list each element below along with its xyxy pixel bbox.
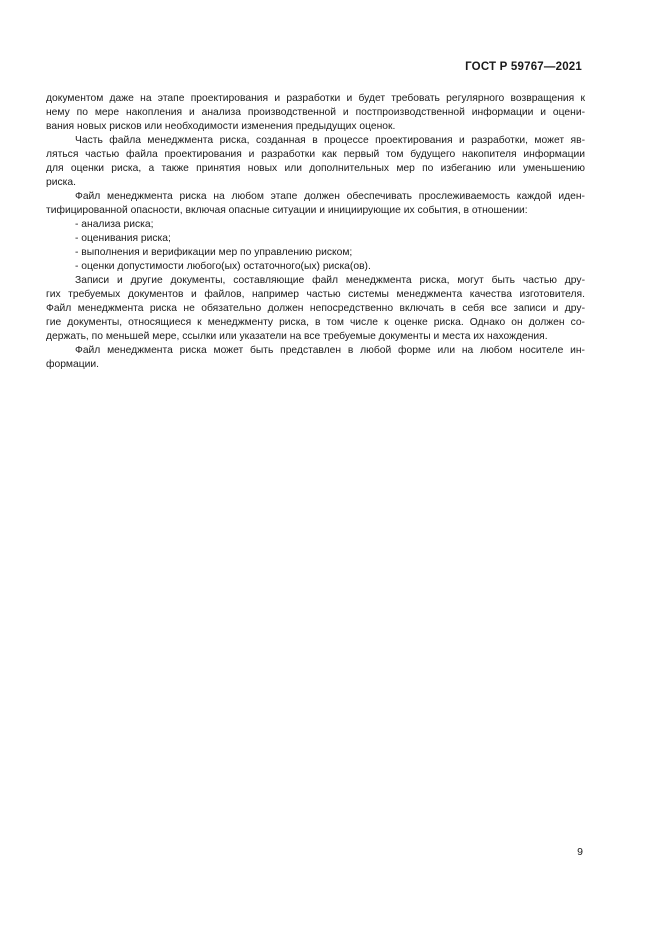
text-line: гих требуемых документов и файлов, например частью системы менеджмента качества изготовителя. (46, 289, 585, 300)
standard-header: ГОСТ Р 59767—2021 (465, 61, 582, 73)
text-line: нему по мере накопления и анализа производственной и постпроизводственной информации и оцени- (46, 107, 585, 118)
list-item: - оценки допустимости любого(ых) остаточного(ых) риска(ов). (75, 261, 371, 272)
text-line: Файл менеджмента риска на любом этапе должен обеспечивать прослеживаемость каждой иден- (75, 191, 585, 202)
text-line: гие документы, относящиеся к менеджменту риска, в том числе к оценке риска. Однако он должен со- (46, 317, 585, 328)
text-line: документом даже на этапе проектирования и разработки и будет требовать регулярного возвращения к (46, 93, 585, 104)
text-line: риска. (46, 177, 76, 188)
text-line: держать, по меньшей мере, ссылки или указатели на все требуемые документы и места их нахождения. (46, 331, 548, 342)
text-line: Файл менеджмента риска может быть представлен в любой форме или на любом носителе ин- (75, 345, 585, 356)
text-line: Записи и другие документы, составляющие файл менеджмента риска, могут быть частью дру- (75, 275, 585, 286)
text-line: Файл менеджмента риска не обязательно должен непосредственно включать в себя все записи и дру- (46, 303, 585, 314)
list-item: - выполнения и верификации мер по управлению риском; (75, 247, 353, 258)
text-line: вания новых рисков или необходимости изменения предыдущих оценок. (46, 121, 396, 132)
page-number: 9 (577, 846, 583, 858)
list-item: - анализа риска; (75, 219, 154, 230)
text-line: формации. (46, 359, 99, 370)
text-line: для оценки риска, а также принятия новых или дополнительных мер по избеганию или уменьшению (46, 163, 585, 174)
text-line: ляться частью файла проектирования и разработки как первый том будущего накопителя информации (46, 149, 585, 160)
document-body (46, 92, 585, 372)
list-item: - оценивания риска; (75, 233, 171, 244)
text-line: тифицированной опасности, включая опасные ситуации и инициирующие их события, в отношении: (46, 205, 528, 216)
text-line: Часть файла менеджмента риска, созданная в процессе проектирования и разработки, может яв- (75, 135, 585, 146)
